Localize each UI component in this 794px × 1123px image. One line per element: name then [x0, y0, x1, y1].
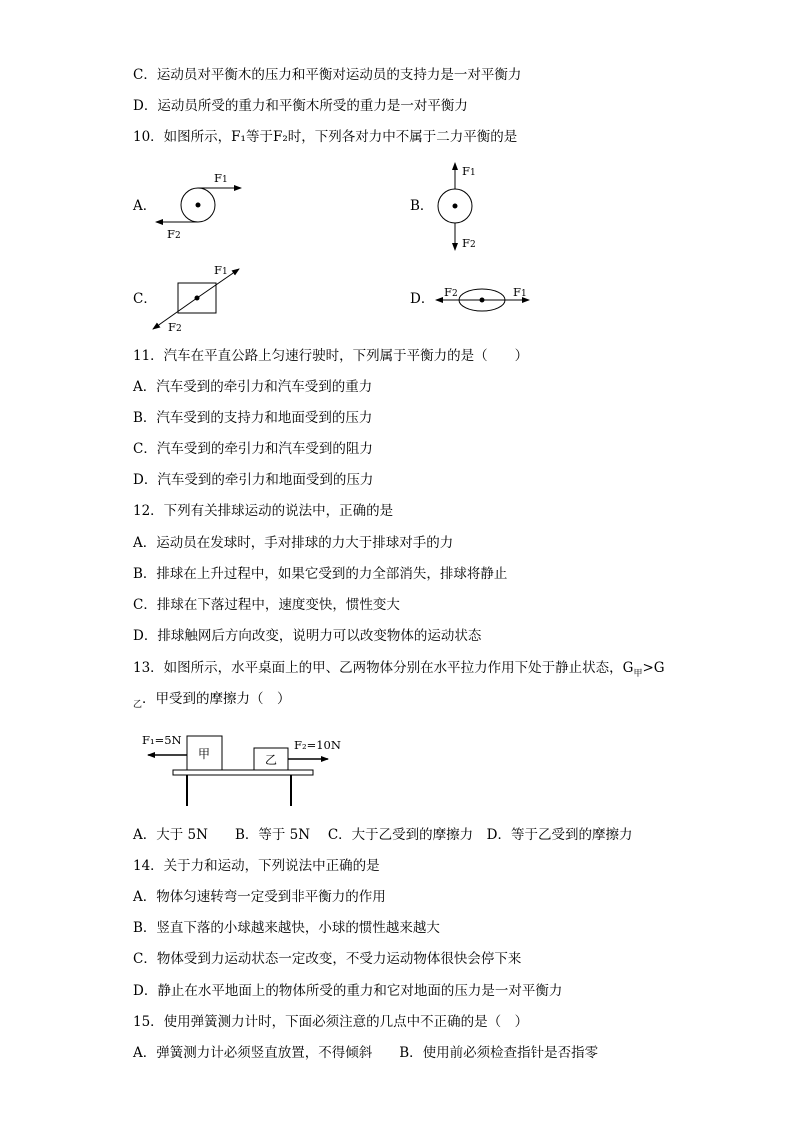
q13-sub-yi: 乙 [133, 700, 143, 710]
q10-d-f2-label: F2 [444, 285, 458, 299]
q11-stem: 11．汽车在平直公路上匀速行驶时，下列属于平衡力的是（ ） [133, 348, 529, 364]
q10-a-f1-label: F1 [214, 171, 228, 185]
q10-a-f2-label: F2 [167, 227, 181, 241]
q13-sub-jia: 甲 [633, 669, 643, 679]
q10-option-d-label: D． [410, 291, 435, 307]
q10-option-b-label: B． [410, 198, 434, 214]
q10-option-a-label: A． [133, 198, 157, 214]
q10-stem: 10．如图所示，F₁等于F₂时，下列各对力中不属于二力平衡的是 [133, 129, 518, 145]
q10-d-f1-label: F1 [513, 285, 527, 299]
q13-stem-cont: $_乙$．甲受到的摩擦力（ ） [133, 691, 291, 710]
q10-figure-b [425, 158, 485, 258]
q14-option-a: A．物体匀速转弯一定受到非平衡力的作用 [133, 889, 386, 905]
q14-option-d: D．静止在水平地面上的物体所受的重力和它对地面的压力是一对平衡力 [133, 983, 563, 999]
q10-c-f2-label: F2 [168, 320, 182, 334]
q15-stem: 15．使用弹簧测力计时，下面必须注意的几点中不正确的是（ ） [133, 1014, 529, 1030]
q13-block-yi: 乙 [265, 753, 278, 767]
q10-b-f2-label: F2 [462, 236, 476, 250]
q14-stem: 14．关于力和运动，下列说法中正确的是 [133, 858, 380, 874]
q12-option-b: B．排球在上升过程中，如果它受到的力全部消失，排球将静止 [133, 566, 508, 582]
q10-option-c-label: C． [133, 291, 157, 307]
q13-block-jia: 甲 [198, 747, 211, 761]
q14-option-b: B．竖直下落的小球越来越快，小球的惯性越来越大 [133, 920, 440, 936]
q15-options-ab: A．弹簧测力计必须竖直放置，不得倾斜 B．使用前必须检查指针是否指零 [133, 1045, 599, 1061]
q12-option-d: D．排球触网后方向改变，说明力可以改变物体的运动状态 [133, 628, 482, 644]
q13-f1-label: F₁=5N [142, 733, 182, 747]
q11-option-a: A．汽车受到的牵引力和汽车受到的重力 [133, 379, 373, 395]
q10-figure-c [145, 262, 245, 334]
q12-stem: 12．下列有关排球运动的说法中，正确的是 [133, 503, 394, 519]
q12-option-c: C．排球在下落过程中，速度变快，惯性变大 [133, 597, 400, 613]
q13-f2-label: F₂=10N [294, 738, 341, 752]
q13-stem: 13．如图所示，水平桌面上的甲、乙两物体分别在水平拉力作用下处于静止状态，$G_甲>G$ [133, 660, 665, 679]
q14-option-c: C．物体受到力运动状态一定改变，不受力运动物体很快会停下来 [133, 951, 522, 967]
q9-option-c: C．运动员对平衡木的压力和平衡对运动员的支持力是一对平衡力 [133, 67, 522, 83]
q10-c-f1-label: F1 [214, 263, 228, 277]
q9-option-d: D．运动员所受的重力和平衡木所受的重力是一对平衡力 [133, 98, 468, 114]
q11-option-d: D．汽车受到的牵引力和地面受到的压力 [133, 472, 374, 488]
q10-b-f1-label: F1 [462, 164, 476, 178]
q11-option-b: B．汽车受到的支持力和地面受到的压力 [133, 410, 373, 426]
q13-gt-g: >G [642, 660, 665, 676]
q11-option-c: C．汽车受到的牵引力和汽车受到的阻力 [133, 441, 373, 457]
q12-option-a: A．运动员在发球时，手对排球的力大于排球对手的力 [133, 535, 454, 551]
q13-options: A．大于 5N B．等于 5N C．大于乙受到的摩擦力 D．等于乙受到的摩擦力 [133, 827, 633, 843]
